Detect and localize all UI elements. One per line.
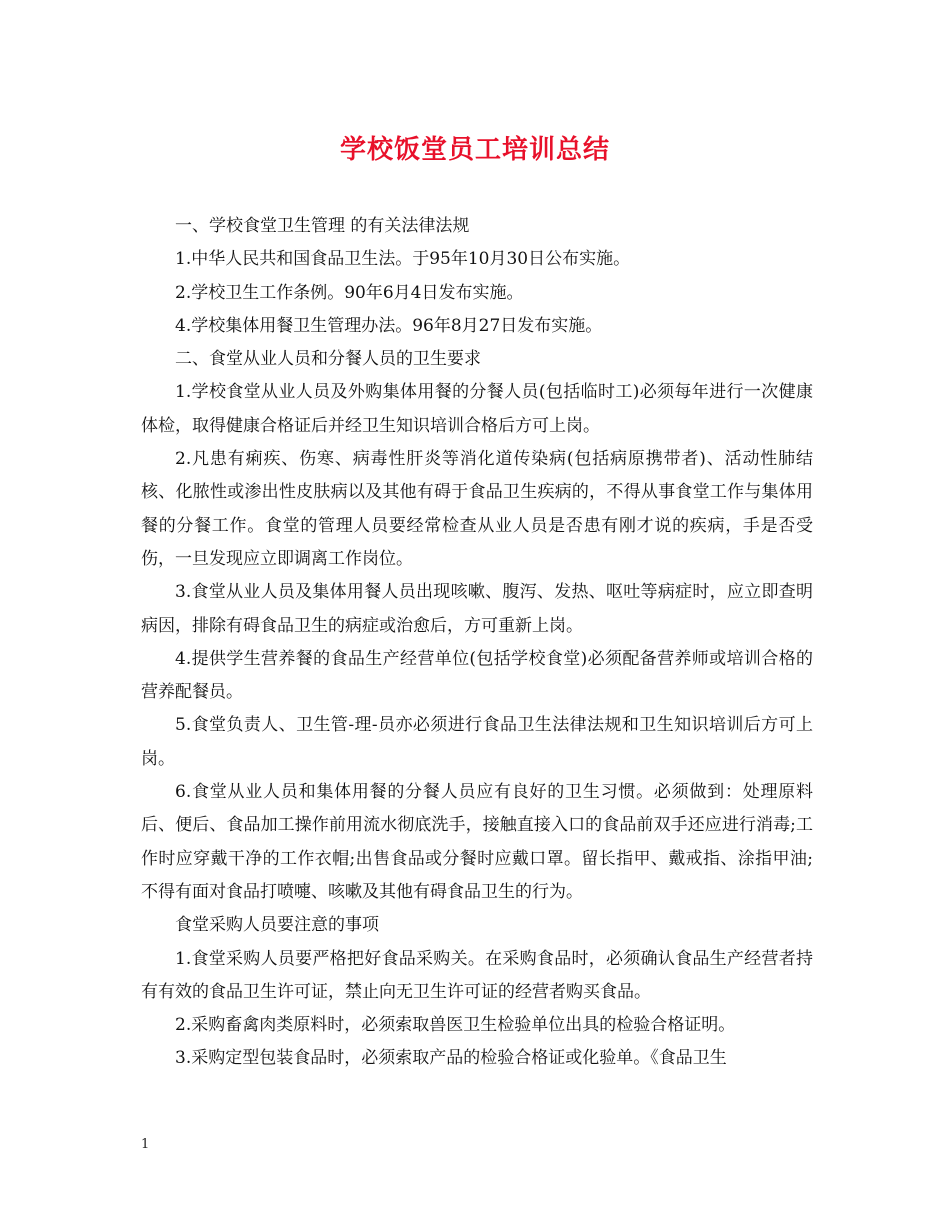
paragraph: 1.食堂采购人员要严格把好食品采购关。在采购食品时，必须确认食品生产经营者持有有效的食品卫生许可证，禁止向无卫生许可证的经营者购买食品。 xyxy=(141,948,813,1002)
document-body xyxy=(141,210,813,1076)
paragraph: 6.食堂从业人员和集体用餐的分餐人员应有良好的卫生习惯。必须做到：处理原料后、便后、食品加工操作前用流水彻底洗手，接触直接入口的食品前双手还应进行消毒;工作时应穿戴干净的工作衣帽;出售食品或分餐时应戴口罩。留长指甲、戴戒指、涂指甲油;不得有面对食品打喷嚏、咳嗽及其他有碍食品卫生的行为。 xyxy=(141,782,813,902)
paragraph: 4.学校集体用餐卫生管理办法。96年8月27日发布实施。 xyxy=(175,315,603,336)
paragraph: 食堂采购人员要注意的事项 xyxy=(175,915,379,936)
paragraph: 1.中华人民共和国食品卫生法。于95年10月30日公布实施。 xyxy=(175,249,631,270)
paragraph: 3.食堂从业人员及集体用餐人员出现咳嗽、腹泻、发热、呕吐等病症时，应立即查明病因，排除有碍食品卫生的病症或治愈后，方可重新上岗。 xyxy=(141,582,813,636)
paragraph: 一、学校食堂卫生管理 的有关法律法规 xyxy=(175,216,470,236)
paragraph: 1.学校食堂从业人员及外购集体用餐的分餐人员(包括临时工)必须每年进行一次健康体检，取得健康合格证后并经卫生知识培训合格后方可上岗。 xyxy=(141,382,813,436)
paragraph: 2.凡患有痢疾、伤寒、病毒性肝炎等消化道传染病(包括病原携带者)、活动性肺结核、化脓性或渗出性皮肤病以及其他有碍于食品卫生疾病的，不得从事食堂工作与集体用餐的分餐工作。食堂的管理人员要经常检查从业人员是否患有刚才说的疾病，手是否受伤，一旦发现应立即调离工作岗位。 xyxy=(141,449,813,569)
paragraph: 5.食堂负责人、卫生管-理-员亦必须进行食品卫生法律法规和卫生知识培训后方可上岗。 xyxy=(141,715,813,769)
paragraph: 4.提供学生营养餐的食品生产经营单位(包括学校食堂)必须配备营养师或培训合格的营养配餐员。 xyxy=(141,648,813,703)
page-number: 1 xyxy=(141,1137,150,1152)
paragraph: 3.采购定型包装食品时，必须索取产品的检验合格证或化验单。《食品卫生 xyxy=(175,1048,727,1069)
paragraph: 2.采购畜禽肉类原料时，必须索取兽医卫生检验单位出具的检验合格证明。 xyxy=(175,1015,736,1036)
paragraph: 2.学校卫生工作条例。90年6月4日发布实施。 xyxy=(175,282,524,303)
paragraph: 二、食堂从业人员和分餐人员的卫生要求 xyxy=(175,349,481,370)
document-title: 学校饭堂员工培训总结 xyxy=(339,135,610,165)
